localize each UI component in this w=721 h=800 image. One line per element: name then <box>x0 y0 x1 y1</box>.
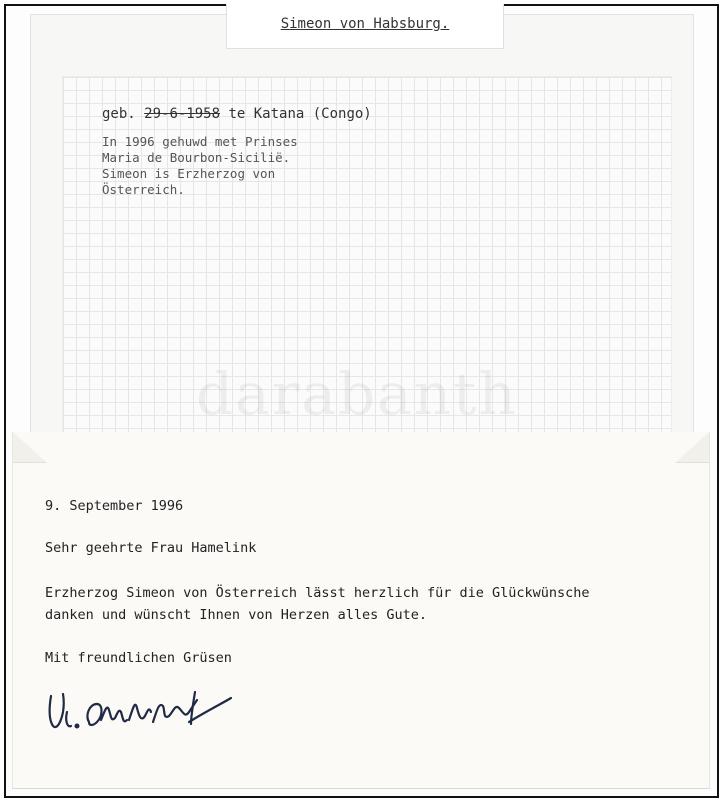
letter-salutation: Sehr geehrte Frau Hamelink <box>45 540 257 556</box>
letter-date: 9. September 1996 <box>45 498 184 514</box>
letter-card <box>12 432 710 789</box>
birth-prefix: geb. <box>102 106 145 122</box>
birth-date: 29-6-1958 <box>144 106 221 122</box>
card-corner-right <box>675 432 709 463</box>
watermark: darabanth <box>196 360 518 428</box>
card-corner-left <box>13 432 47 463</box>
birth-place: te Katana (Congo) <box>220 106 372 122</box>
letter-closing: Mit freundlichen Grüsen <box>45 650 232 666</box>
birth-line <box>102 106 372 123</box>
letter-body-line-2: danken und wünscht Ihnen von Herzen alles Gute. <box>45 607 428 623</box>
title-label <box>226 4 504 49</box>
document-title: Simeon von Habsburg. <box>280 16 450 32</box>
letter-body-line-1: Erzherzog Simeon von Österreich lässt herzlich für die Glückwünsche <box>45 585 590 601</box>
handwritten-signature <box>45 682 235 736</box>
biography-note: In 1996 gehuwd met Prinses Maria de Bourbon-Sicilië. Simeon is Erzherzog von Österreich. <box>102 134 298 197</box>
